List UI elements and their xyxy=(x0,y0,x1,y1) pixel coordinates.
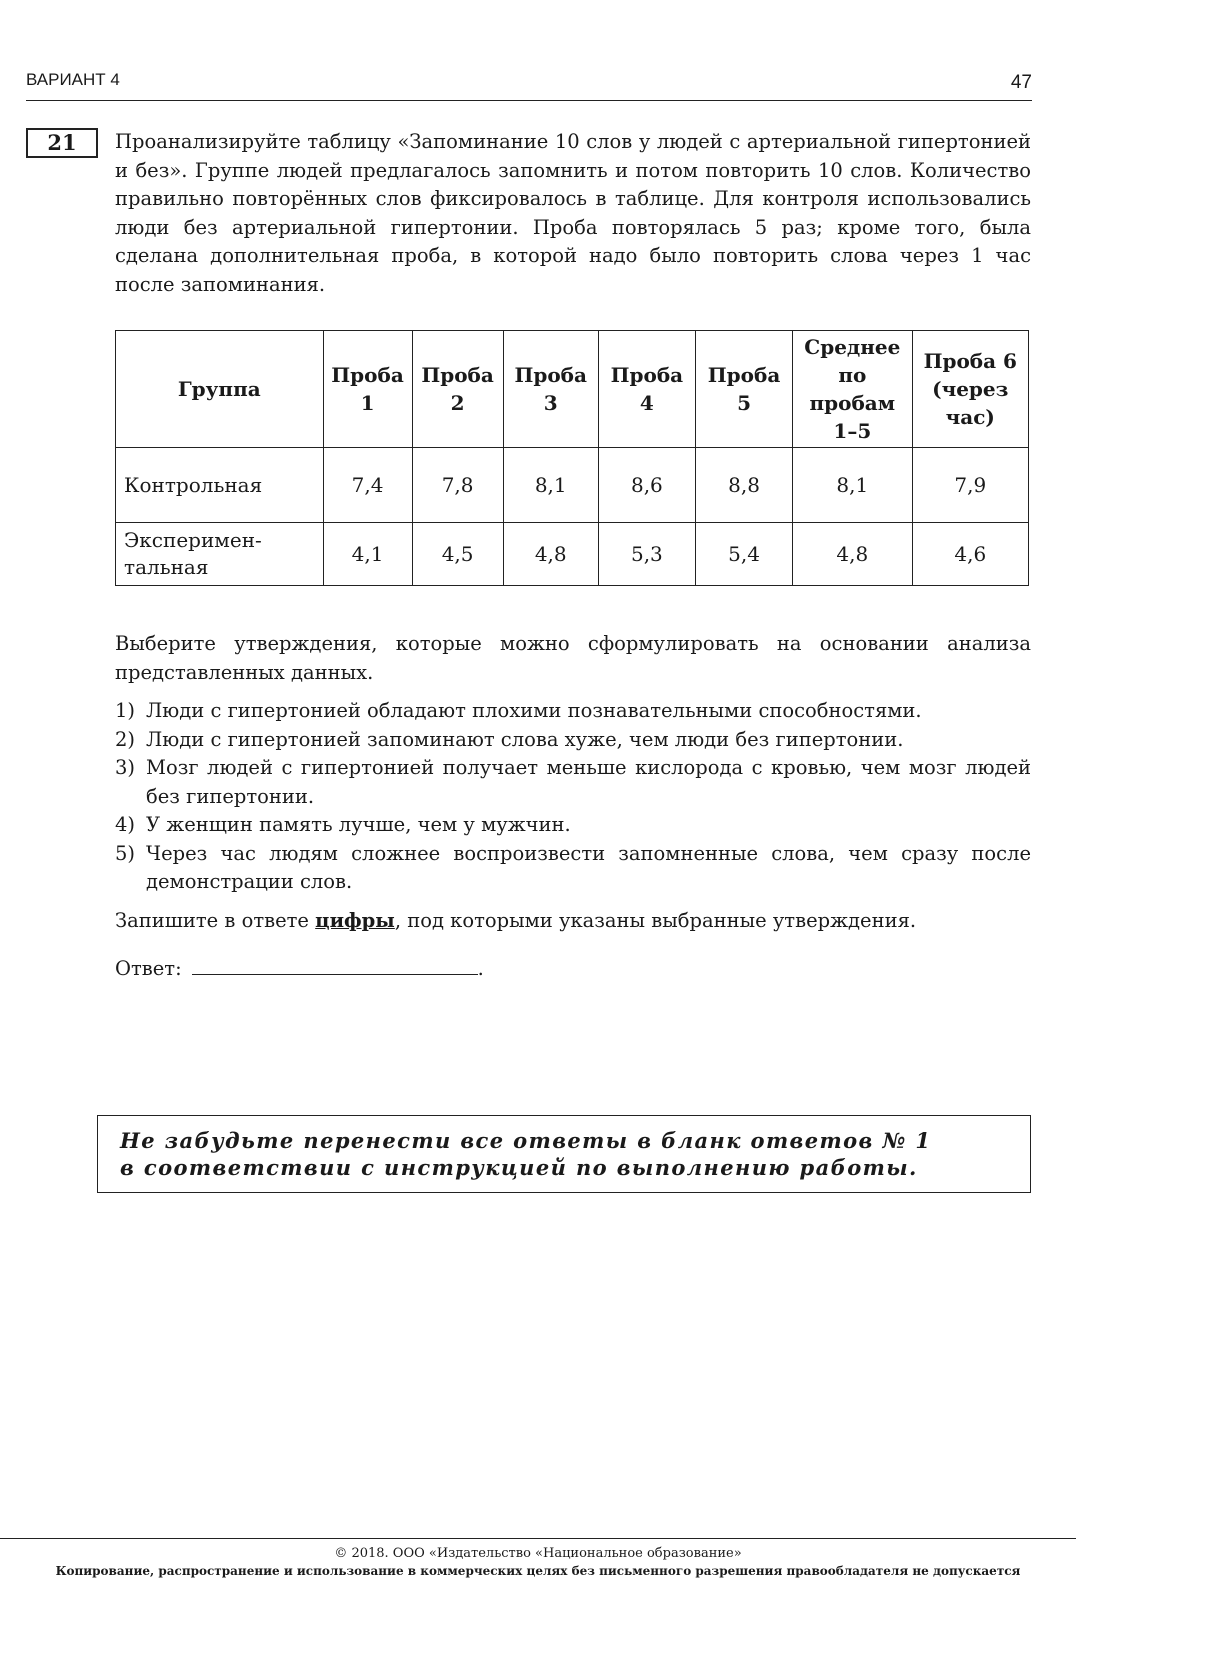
reminder-line-1: Не забудьте перенести все ответы в бланк ответов № 1 xyxy=(120,1128,932,1153)
table-row-control xyxy=(116,448,1029,523)
task-intro: Проанализируйте таблицу «Запоминание 10 слов у людей с артериальной гипертонией и без». Группе людей предлагалось запомнить и потом повторить 10 слов. Количество правильно повторённых слов фиксировалось в таблице. Для контроля использовались люди без артериальной гипертонии. Проба повторялась 5 раз; кроме того, была сделана дополнительная проба, в которой надо было повторить слова через 1 час после запоминания. xyxy=(115,130,1031,296)
table-cell: 8,6 xyxy=(598,448,695,523)
task-number: 21 xyxy=(26,128,98,158)
table-cell: 4,6 xyxy=(912,523,1028,586)
table-cell: 4,1 xyxy=(323,523,412,586)
list-item xyxy=(115,840,1031,897)
header-divider xyxy=(26,100,1032,101)
table-cell: 7,8 xyxy=(412,448,503,523)
header-cell-trial-5: Проба 5 xyxy=(695,331,792,448)
option-text: Люди с гипертонией обладают плохими познавательными способностями. xyxy=(146,699,922,722)
footer-divider xyxy=(0,1538,1076,1539)
list-item xyxy=(115,726,1031,755)
answer-end: . xyxy=(477,957,484,980)
table-cell: 4,5 xyxy=(412,523,503,586)
table-header-row xyxy=(116,331,1029,448)
answer-label: Ответ: xyxy=(115,957,182,980)
header-cell-trial-6: Проба 6 (через час) xyxy=(912,331,1028,448)
table-row-experimental xyxy=(116,523,1029,586)
table-cell: 8,8 xyxy=(695,448,792,523)
table-cell: 5,4 xyxy=(695,523,792,586)
table-cell: 4,8 xyxy=(503,523,598,586)
table-cell: 7,9 xyxy=(912,448,1028,523)
reminder-box xyxy=(97,1115,1031,1193)
results-table xyxy=(115,330,1029,586)
option-number: 1) xyxy=(115,699,136,722)
instruction-highlight: цифры xyxy=(315,909,395,932)
variant-label: ВАРИАНТ 4 xyxy=(26,70,120,89)
page-number: 47 xyxy=(1010,72,1032,93)
table-cell: 8,1 xyxy=(503,448,598,523)
option-number: 2) xyxy=(115,727,136,751)
header-cell-trial-1: Проба 1 xyxy=(323,331,412,448)
group-cell: Контрольная xyxy=(116,448,324,523)
list-item xyxy=(115,754,1031,811)
instruction-text: Запишите в ответе цифры, под которыми указаны выбранные утверждения. xyxy=(115,909,917,932)
options-list xyxy=(115,697,1031,897)
table-cell: 7,4 xyxy=(323,448,412,523)
list-item xyxy=(115,697,1031,726)
header-cell-trial-2: Проба 2 xyxy=(412,331,503,448)
option-text: У женщин память лучше, чем у мужчин. xyxy=(146,813,571,836)
header-cell-trial-3: Проба 3 xyxy=(503,331,598,448)
table-cell: 4,8 xyxy=(793,523,912,586)
option-number: 3) xyxy=(115,756,136,779)
answer-field[interactable] xyxy=(192,954,478,975)
table-cell: 5,3 xyxy=(598,523,695,586)
option-number: 5) xyxy=(115,841,136,865)
header-cell-group: Группа xyxy=(116,331,324,448)
option-text: Через час людям сложнее воспроизвести запомненные слова, чем сразу после демонстрации слов. xyxy=(146,841,1031,893)
option-number: 4) xyxy=(115,813,136,836)
list-item xyxy=(115,811,1031,840)
table-cell: 8,1 xyxy=(793,448,912,523)
header-cell-trial-4: Проба 4 xyxy=(598,331,695,448)
question-text: Выберите утверждения, которые можно сформулировать на основании анализа представленных данных. xyxy=(115,632,1031,684)
group-cell: Эксперимен- тальная xyxy=(116,523,324,586)
option-text: Люди с гипертонией запоминают слова хуже, чем люди без гипертонии. xyxy=(146,727,904,751)
footer-copyright: © 2018. ООО «Издательство «Национальное образование» xyxy=(334,1546,742,1561)
reminder-line-2: в соответствии с инструкцией по выполнению работы. xyxy=(120,1155,918,1180)
footer-notice: Копирование, распространение и использование в коммерческих целях без письменного разрешения правообладателя не допускается xyxy=(55,1564,1021,1578)
answer-row xyxy=(115,954,484,983)
option-text: Мозг людей с гипертонией получает меньше кислорода с кровью, чем мозг людей без гипертонии. xyxy=(146,756,1031,808)
header-cell-average: Среднее по пробам 1–5 xyxy=(793,331,912,448)
